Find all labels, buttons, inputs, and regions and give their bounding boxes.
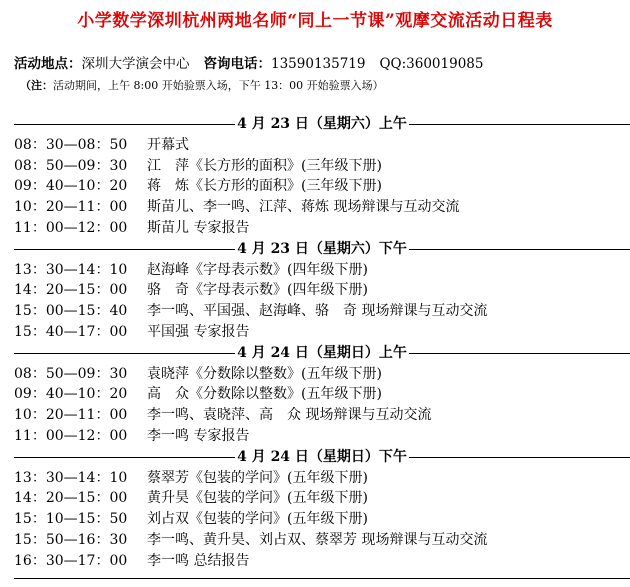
session-header	[14, 447, 630, 468]
time-range: 08：50—09：30	[14, 365, 128, 382]
time-range: 15：50—16：30	[14, 531, 128, 548]
time-range: 10：20—11：00	[14, 407, 128, 424]
schedule-row	[14, 135, 630, 156]
item-text: 李一鸣、袁晓萍、高 众 现场辩课与互动交流	[147, 407, 432, 424]
item-text: 黄升昊《包装的学问》(五年级下册)	[147, 490, 368, 507]
time-range: 10：20—11：00	[14, 199, 128, 216]
schedule-row	[14, 301, 630, 322]
venue-value: 深圳大学演会中心	[81, 56, 190, 72]
session-header-text: 4 月 24 日（星期日）上午	[237, 344, 407, 361]
time-range: 08：30—08：50	[14, 136, 128, 153]
schedule-row	[14, 218, 630, 239]
divider	[409, 249, 630, 250]
session-header	[14, 239, 630, 260]
time-range: 11：00—12：00	[14, 427, 128, 444]
item-text: 赵海峰《字母表示数》(四年级下册)	[147, 261, 368, 278]
note-label: （注：	[20, 79, 53, 92]
time-range: 14：20—15：00	[14, 282, 128, 299]
schedule-row	[14, 468, 630, 489]
schedule-row	[14, 509, 630, 530]
note-text: 活动期间，上午 8:00 开始验票入场，下午 13：00 开始验票入场）	[53, 79, 384, 92]
item-text: 江 萍《长方形的面积》(三年级下册)	[147, 157, 382, 174]
schedule-row	[14, 280, 630, 301]
page-title: 小学数学深圳杭州两地名师“同上一节课”观摩交流活动日程表	[77, 11, 553, 31]
item-text: 斯苗儿、李一鸣、江萍、蒋炼 现场辩课与互动交流	[147, 199, 460, 216]
schedule-row	[14, 322, 630, 343]
item-text: 刘占双《包装的学问》(五年级下册)	[147, 511, 368, 528]
phone-value: 13590135719	[271, 56, 366, 72]
time-range: 15：00—15：40	[14, 303, 128, 320]
venue-line	[14, 52, 483, 72]
schedule-row	[14, 156, 630, 177]
time-range: 14：20—15：00	[14, 490, 128, 507]
divider	[14, 249, 235, 250]
time-range: 15：40—17：00	[14, 323, 128, 340]
divider	[409, 457, 630, 458]
schedule-row	[14, 384, 630, 405]
item-text: 开幕式	[147, 136, 189, 153]
item-text: 李一鸣 专家报告	[147, 427, 250, 444]
session-header	[14, 343, 630, 364]
time-range: 09：40—10：20	[14, 386, 128, 403]
item-text: 蔡翠芳《包装的学问》(五年级下册)	[147, 469, 368, 486]
time-range: 13：30—14：10	[14, 261, 128, 278]
schedule-row	[14, 488, 630, 509]
time-range: 08：50—09：30	[14, 157, 128, 174]
item-text: 平国强 专家报告	[147, 323, 250, 340]
schedule	[14, 114, 630, 572]
schedule-row	[14, 364, 630, 385]
item-text: 高 众《分数除以整数》(五年级下册)	[147, 386, 382, 403]
item-text: 蒋 炼《长方形的面积》(三年级下册)	[147, 178, 382, 195]
entry-note	[20, 77, 384, 93]
schedule-row	[14, 426, 630, 447]
schedule-row	[14, 530, 630, 551]
item-text: 斯苗儿 专家报告	[147, 219, 250, 236]
time-range: 09：40—10：20	[14, 178, 128, 195]
qq-value: QQ:360019085	[379, 56, 484, 72]
divider	[409, 124, 630, 125]
session-header	[14, 114, 630, 135]
item-text: 李一鸣、黄升昊、刘占双、蔡翠芳 现场辩课与互动交流	[147, 531, 488, 548]
venue-label: 活动地点：	[14, 56, 82, 72]
item-text: 袁晓萍《分数除以整数》(五年级下册)	[147, 365, 382, 382]
schedule-row	[14, 176, 630, 197]
time-range: 13：30—14：10	[14, 469, 128, 486]
schedule-row	[14, 551, 630, 572]
item-text: 骆 奇《字母表示数》(四年级下册)	[147, 282, 368, 299]
time-range: 11：00—12：00	[14, 219, 128, 236]
session-header-text: 4 月 24 日（星期日）下午	[237, 448, 407, 465]
divider	[14, 457, 235, 458]
time-range: 16：30—17：00	[14, 552, 128, 569]
schedule-row	[14, 405, 630, 426]
divider	[409, 353, 630, 354]
item-text: 李一鸣 总结报告	[147, 552, 250, 569]
divider	[14, 124, 235, 125]
phone-label: 咨询电话：	[203, 56, 271, 72]
bottom-divider	[14, 578, 630, 579]
divider	[14, 353, 235, 354]
session-header-text: 4 月 23 日（星期六）下午	[237, 240, 407, 257]
schedule-row	[14, 260, 630, 281]
schedule-row	[14, 197, 630, 218]
item-text: 李一鸣、平国强、赵海峰、骆 奇 现场辩课与互动交流	[147, 303, 488, 320]
session-header-text: 4 月 23 日（星期六）上午	[237, 116, 407, 132]
time-range: 15：10—15：50	[14, 511, 128, 528]
